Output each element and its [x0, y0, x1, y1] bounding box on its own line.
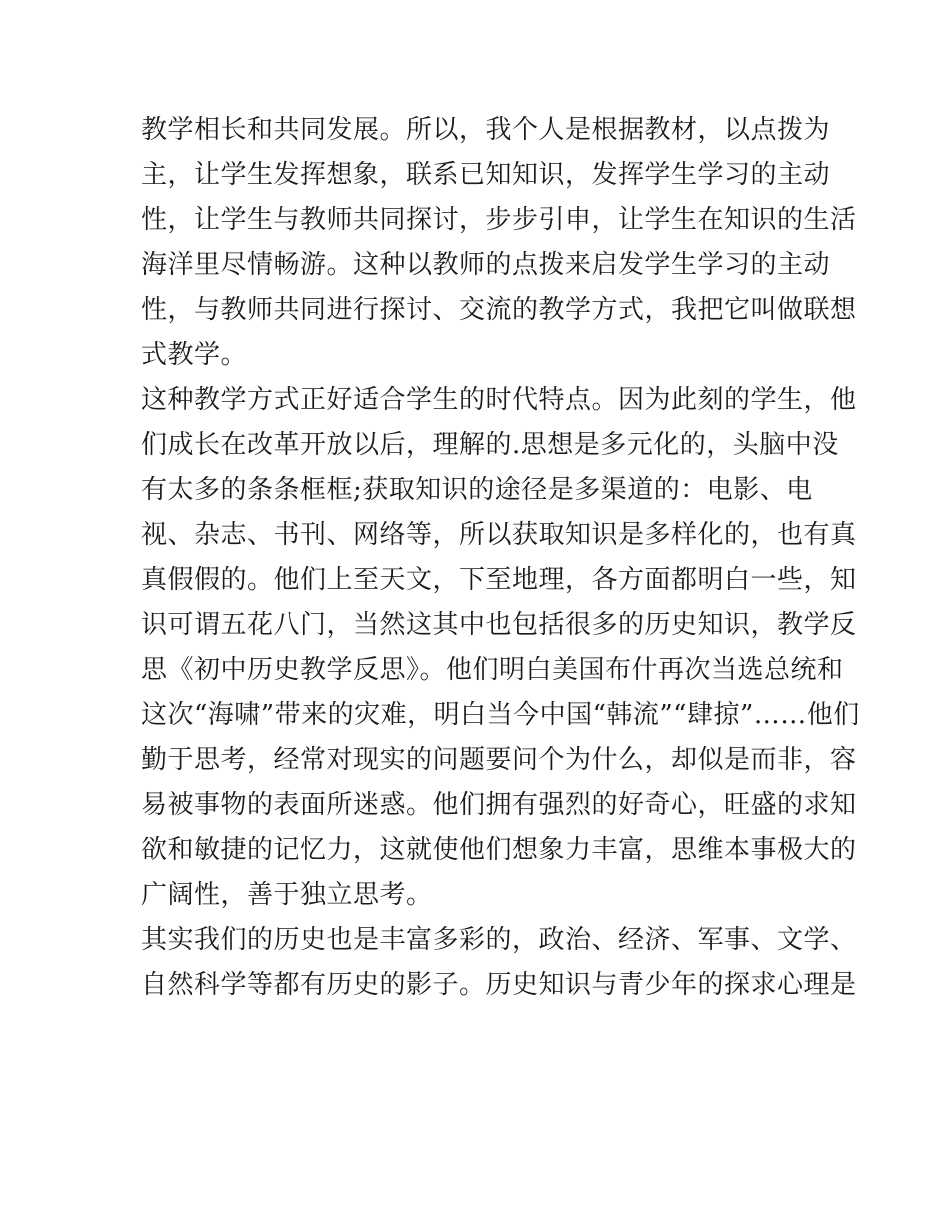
- text-line: 广阔性，善于独立思考。: [141, 880, 433, 910]
- text-line: 欲和敏捷的记忆力，这就使他们想象力丰富，思维本事极大的: [141, 835, 857, 865]
- text-line: 这次“海啸”带来的灾难，明白当今中国“韩流”“肆掠”……他们: [141, 700, 860, 730]
- text-line: 其实我们的历史也是丰富多彩的，政治、经济、军事、文学、: [141, 925, 857, 955]
- text-line: 教学相长和共同发展。所以，我个人是根据教材，以点拨为: [141, 115, 831, 145]
- text-line: 式教学。: [141, 340, 248, 370]
- text-line: 这种教学方式正好适合学生的时代特点。因为此刻的学生，他: [141, 385, 857, 415]
- text-line: 海洋里尽情畅游。这种以教师的点拨来启发学生学习的主动: [141, 250, 831, 280]
- text-line: 思《初中历史教学反思》。他们明白美国布什再次当选总统和: [141, 655, 844, 685]
- text-line: 性，与教师共同进行探讨、交流的教学方式，我把它叫做联想: [141, 295, 857, 325]
- text-line: 性，让学生与教师共同探讨，步步引申，让学生在知识的生活: [141, 205, 857, 235]
- text-line: 勤于思考，经常对现实的问题要问个为什么，却似是而非，容: [141, 745, 857, 775]
- text-line: 主，让学生发挥想象，联系已知知识，发挥学生学习的主动: [141, 160, 831, 190]
- text-line: 有太多的条条框框;获取知识的途径是多渠道的：电影、电: [141, 475, 813, 505]
- text-line: 自然科学等都有历史的影子。历史知识与青少年的探求心理是: [141, 970, 857, 1000]
- text-line: 易被事物的表面所迷惑。他们拥有强烈的好奇心，旺盛的求知: [141, 790, 857, 820]
- text-line: 们成长在改革开放以后，理解的.思想是多元化的，头脑中没: [141, 430, 839, 460]
- text-line: 识可谓五花八门，当然这其中也包括很多的历史知识，教学反: [141, 610, 857, 640]
- text-line: 视、杂志、书刊、网络等，所以获取知识是多样化的，也有真: [141, 520, 857, 550]
- text-line: 真假假的。他们上至天文，下至地理，各方面都明白一些，知: [141, 565, 857, 595]
- body-text: [141, 108, 860, 1008]
